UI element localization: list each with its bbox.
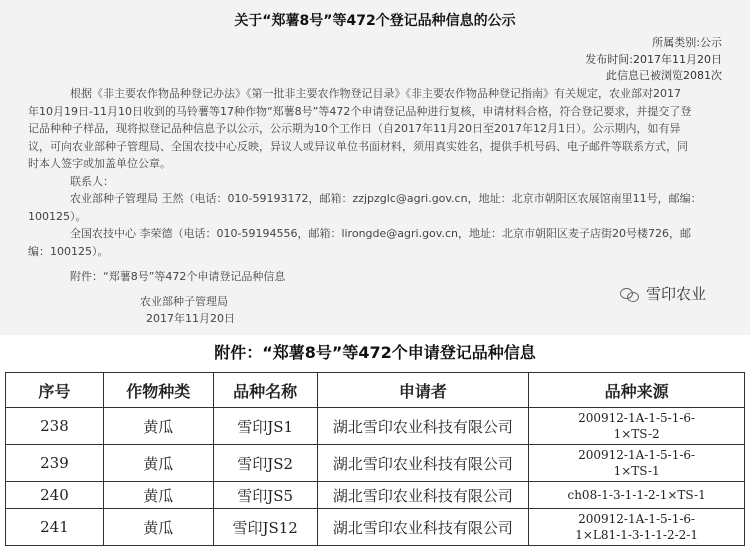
cell-source: 200912-1A-1-5-1-6- 1×TS-1 (529, 445, 745, 482)
cell-crop: 黄瓜 (103, 509, 213, 546)
brand-logo (620, 283, 706, 304)
header-source: 品种来源 (529, 373, 745, 408)
cell-no: 238 (6, 408, 104, 445)
category-label: 所属类别:公示 (652, 36, 722, 49)
contact-2: 全国农技中心 李荣德（电话：010-59194556，邮箱：lirongde@agri.gov.cn，地址：北京市朝阳区麦子店街20号楼726，邮 (70, 227, 691, 240)
contact-1: 农业部种子管理局 王然（电话：010-59193172，邮箱：zzjpzglc@agri.gov.cn，地址：北京市朝阳区农展馆南里11号，邮编： (70, 192, 702, 205)
cell-crop: 黄瓜 (103, 445, 213, 482)
body-line: 记品种种子样品，现将拟登记品种信息予以公示，公示期为10个工作日（自2017年11月20日至2017年12月1日）。公示期内，如有异 (28, 122, 681, 135)
header-variety: 品种名称 (213, 373, 317, 408)
body-line: 年10月19日-11月10日收到的马铃薯等17种作物“郑薯8号”等472个申请登记品种进行复核，申请材料合格，符合登记要求，并提交了登 (28, 104, 692, 118)
body-line: 时本人签字或加盖单位公章。 (28, 157, 171, 170)
notice-title: 关于“郑薯8号”等472个登记品种信息的公示 (234, 13, 516, 29)
table-row (6, 509, 745, 546)
body-line: 议，可向农业部种子管理局、全国农技中心反映，异议人或异议单位书面材料，须用真实姓名，提供手机号码、电子邮件等联系方式，同 (28, 139, 688, 153)
variety-table (5, 372, 745, 546)
contact-1-cont: 100125）。 (28, 209, 87, 223)
cell-applicant: 湖北雪印农业科技有限公司 (317, 482, 529, 509)
sign-date: 2017年11月20日 (146, 312, 235, 325)
contact-2-cont: 编：100125）。 (28, 244, 109, 258)
wechat-icon (620, 286, 642, 302)
cell-no: 241 (6, 509, 104, 546)
header-crop: 作物种类 (103, 373, 213, 408)
table-row (6, 408, 745, 445)
table-header-row (6, 373, 745, 408)
cell-crop: 黄瓜 (103, 408, 213, 445)
header-applicant: 申请者 (317, 373, 529, 408)
cell-variety: 雪印JS1 (213, 408, 317, 445)
cell-source: ch08-1-3-1-1-2-1×TS-1 (529, 482, 745, 509)
cell-no: 239 (6, 445, 104, 482)
cell-crop: 黄瓜 (103, 482, 213, 509)
cell-applicant: 湖北雪印农业科技有限公司 (317, 509, 529, 546)
table-row (6, 445, 745, 482)
cell-applicant: 湖北雪印农业科技有限公司 (317, 408, 529, 445)
cell-no: 240 (6, 482, 104, 509)
publish-time: 发布时间:2017年11月20日 (585, 53, 722, 66)
body-line: 根据《非主要农作物品种登记办法》《第一批非主要农作物登记目录》《非主要农作物品种登记指南》有关规定，农业部对2017 (70, 87, 681, 100)
attachment-link[interactable]: 附件：“郑薯8号”等472个申请登记品种信息 (70, 270, 286, 283)
contact-label: 联系人： (70, 174, 114, 188)
view-count: 此信息已被浏览2081次 (606, 69, 722, 82)
cell-variety: 雪印JS2 (213, 445, 317, 482)
cell-variety: 雪印JS5 (213, 482, 317, 509)
attachment-title: 附件：“郑薯8号”等472个申请登记品种信息 (214, 343, 536, 362)
logo-text: 雪印农业 (646, 285, 707, 303)
table-row (6, 482, 745, 509)
cell-source: 200912-1A-1-5-1-6- 1×TS-2 (529, 408, 745, 445)
cell-source: 200912-1A-1-5-1-6- 1×L81-1-3-1-1-2-2-1 (529, 509, 745, 546)
cell-applicant: 湖北雪印农业科技有限公司 (317, 445, 529, 482)
cell-variety: 雪印JS12 (213, 509, 317, 546)
signer: 农业部种子管理局 (140, 295, 228, 308)
header-no: 序号 (6, 373, 104, 408)
notice-body (28, 85, 718, 286)
